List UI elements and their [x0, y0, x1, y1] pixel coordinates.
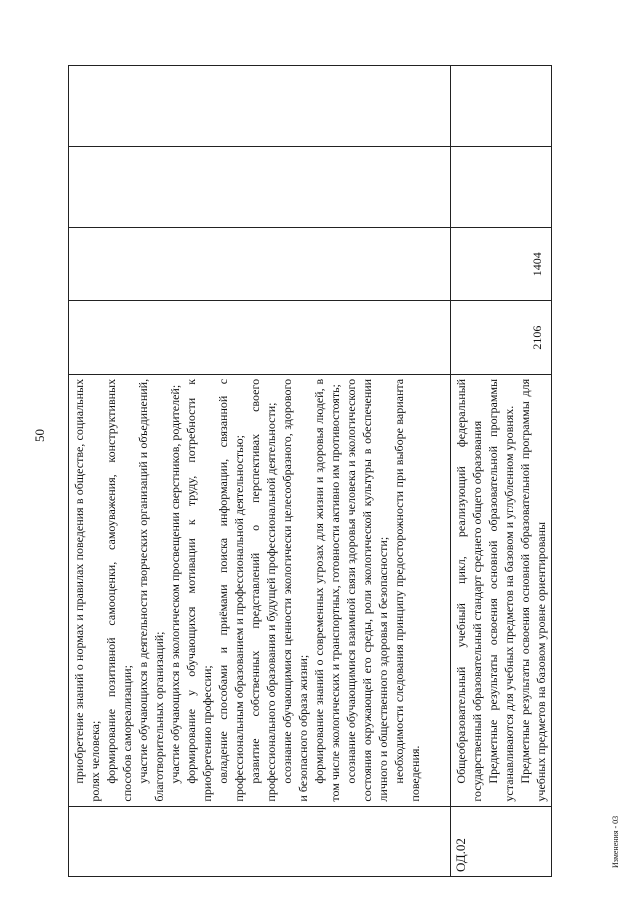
description-cell [451, 374, 552, 806]
description-paragraph: развитие собственных представлений о перспективах своего профессионального образования и будущей профессиональной деятельности; [248, 378, 278, 802]
hours-cell [69, 228, 451, 301]
description-cell [69, 374, 451, 806]
description-paragraph: необходимости следования принципу предосторожности при выборе варианта поведения. [392, 378, 422, 802]
table-row [69, 66, 451, 877]
description-paragraph: приобретение знаний о нормах и правилах поведения в обществе, социальных ролях человека; [72, 378, 102, 802]
hours-cell: 1404 [451, 228, 552, 301]
description-paragraph: формирование позитивной самооценки, самоуважения, конструктивных способов самореализации; [104, 378, 134, 802]
description-paragraph: Общеобразовательный учебный цикл, реализующий федеральный государственный образовательный стандарт среднего общего образования [454, 378, 484, 802]
code-cell [69, 806, 451, 876]
page-number: 50 [32, 429, 47, 442]
description-paragraph: осознание обучающимися ценности экологически целесообразного, здорового и безопасного образа жизни; [280, 378, 310, 802]
revision-note: Изменения - 03 [611, 815, 620, 868]
description-paragraph: овладение способами и приёмами поиска информации, связанной с профессиональным образованием и профессиональной деятельностью; [216, 378, 246, 802]
description-paragraph: Предметные результаты освоения основной образовательной программы устанавливаются для учебных предметов на базовом и углубленном уровнях. [486, 378, 516, 802]
description-paragraph: формирование у обучающихся мотивации к труду, потребности к приобретению профессии; [184, 378, 214, 802]
description-paragraph: формирование знаний о современных угрозах для жизни и здоровья людей, в том числе экологических и транспортных, готовности активно им противостоять; [312, 378, 342, 802]
description-paragraph: участие обучающихся в деятельности творческих организаций и объединений, благотворительных организаций; [136, 378, 166, 802]
hours-cell: 2106 [451, 301, 552, 374]
code-cell: ОД.02 [451, 806, 552, 876]
description-paragraph: участие обучающихся в экологическом просвещении сверстников, родителей; [168, 384, 182, 784]
empty-cell [69, 66, 451, 147]
table-row [451, 66, 552, 877]
hours-cell [69, 301, 451, 374]
curriculum-table-wrapper [68, 65, 548, 877]
description-paragraph: Предметные результаты освоения основной образовательной программы для учебных предметов на базовом уровне ориентированы [518, 378, 548, 802]
empty-cell [451, 66, 552, 147]
empty-cell [69, 147, 451, 228]
empty-cell [451, 147, 552, 228]
description-paragraph: осознание обучающимися взаимной связи здоровья человека и экологического состояния окружающей его среды, роли экологической культуры в обеспечении личного и общественного здоровья и безопасности; [344, 378, 390, 802]
curriculum-table [68, 65, 552, 877]
